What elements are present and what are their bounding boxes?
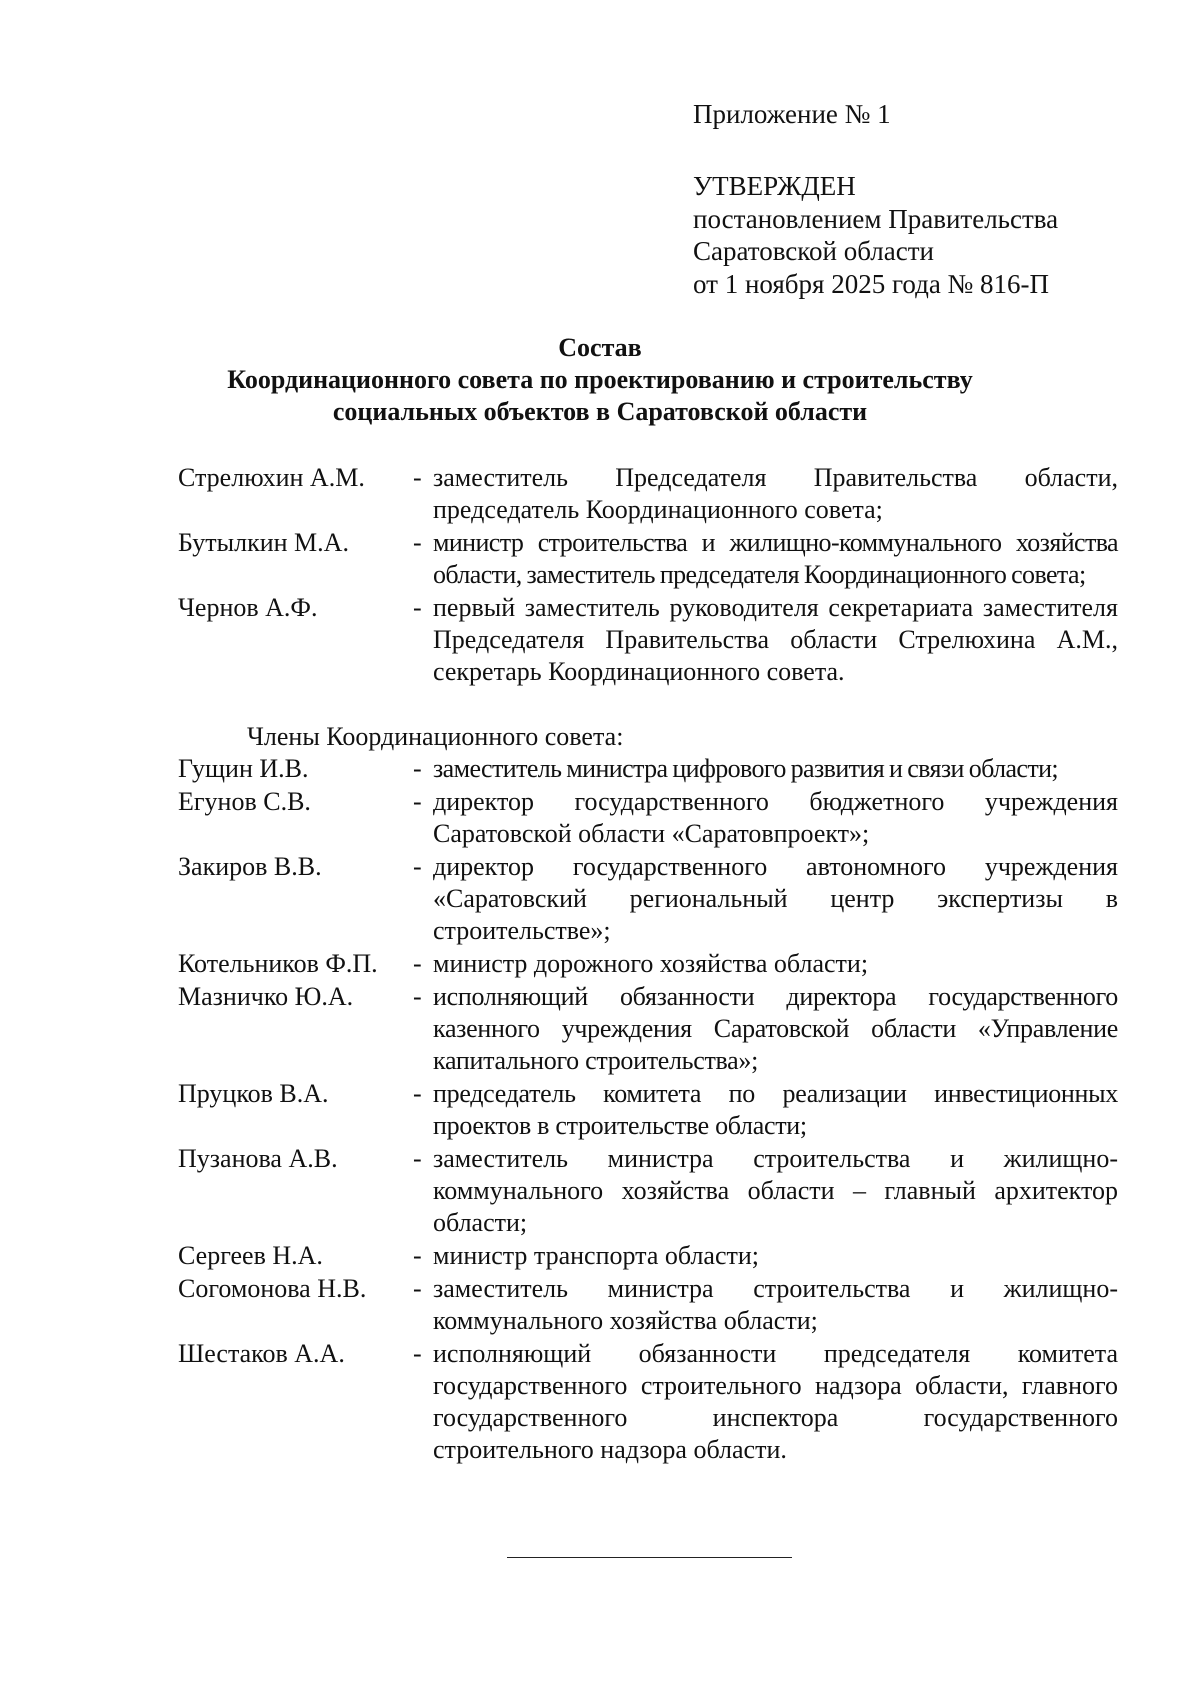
list-item bbox=[178, 981, 1118, 1077]
member-name: Закиров В.В. bbox=[178, 852, 322, 881]
list-item bbox=[178, 1240, 1118, 1272]
list-item bbox=[178, 1143, 1118, 1239]
dash: - bbox=[413, 1144, 422, 1173]
member-name: Сергеев Н.А. bbox=[178, 1241, 323, 1270]
member-role: исполняющий обязанности директора государственного казенного учреждения Саратовской области «Управление капитального строительства»; bbox=[433, 982, 1118, 1075]
list-item bbox=[178, 753, 1118, 785]
member-role: заместитель министра строительства и жилищно-коммунального хозяйства области – главный архитектор области; bbox=[433, 1144, 1118, 1237]
member-name: Чернов А.Ф. bbox=[178, 593, 318, 622]
member-name: Котельников Ф.П. bbox=[178, 949, 378, 978]
member-role: заместитель министра строительства и жилищно-коммунального хозяйства области; bbox=[433, 1274, 1118, 1335]
spacer bbox=[178, 688, 1118, 721]
member-name: Стрелюхин А.М. bbox=[178, 463, 365, 492]
member-role: министр дорожного хозяйства области; bbox=[433, 949, 869, 978]
title-line: Состав bbox=[558, 333, 642, 362]
list-item bbox=[178, 786, 1118, 850]
member-role: заместитель министра цифрового развития и связи области; bbox=[433, 754, 1059, 783]
list-item bbox=[178, 851, 1118, 947]
approval-line: от 1 ноября 2025 года № 816-П bbox=[693, 268, 1050, 299]
member-role: исполняющий обязанности председателя комитета государственного строительного надзора области, главного государственного инспектора государственного строительного надзора области. bbox=[433, 1339, 1118, 1464]
member-name: Мазничко Ю.А. bbox=[178, 982, 354, 1011]
list-item bbox=[178, 592, 1118, 688]
list-item bbox=[178, 462, 1118, 526]
dash: - bbox=[413, 593, 422, 622]
member-name: Пруцков В.А. bbox=[178, 1079, 329, 1108]
list-item bbox=[178, 1273, 1118, 1337]
approval-stamp bbox=[693, 170, 1058, 300]
member-role: председатель комитета по реализации инвестиционных проектов в строительстве области; bbox=[433, 1079, 1118, 1140]
dash: - bbox=[413, 1339, 422, 1368]
approval-line: постановлением Правительства bbox=[693, 203, 1059, 234]
appendix-label: Приложение № 1 bbox=[693, 99, 891, 129]
member-name: Бутылкин М.А. bbox=[178, 528, 349, 557]
list-item bbox=[178, 1078, 1118, 1142]
dash: - bbox=[413, 982, 422, 1011]
member-role: директор государственного автономного учреждения «Саратовский региональный центр экспертизы в строительстве»; bbox=[433, 852, 1118, 945]
dash: - bbox=[413, 1241, 422, 1270]
member-name: Согомонова Н.В. bbox=[178, 1274, 367, 1303]
member-role: директор государственного бюджетного учреждения Саратовской области «Саратовпроект»; bbox=[433, 787, 1118, 848]
document-title bbox=[0, 332, 1200, 428]
approval-line: УТВЕРЖДЕН bbox=[693, 171, 856, 201]
dash: - bbox=[413, 754, 422, 783]
member-name: Пузанова А.В. bbox=[178, 1144, 338, 1173]
title-line: Координационного совета по проектированию и строительству bbox=[227, 365, 973, 394]
member-role: министр транспорта области; bbox=[433, 1241, 760, 1270]
member-role: заместитель Председателя Правительства области, председатель Координационного совета; bbox=[433, 463, 1118, 524]
list-item bbox=[178, 948, 1118, 980]
dash: - bbox=[413, 949, 422, 978]
dash: - bbox=[413, 852, 422, 881]
member-role: первый заместитель руководителя секретариата заместителя Председателя Правительства области Стрелюхина А.М., секретарь Координационного совета. bbox=[433, 593, 1118, 686]
member-name: Егунов С.В. bbox=[178, 787, 311, 816]
footer-rule bbox=[507, 1557, 792, 1558]
list-item bbox=[178, 527, 1118, 591]
council-composition bbox=[178, 462, 1118, 1466]
members-heading: Члены Координационного совета: bbox=[247, 722, 624, 751]
dash: - bbox=[413, 1079, 422, 1108]
dash: - bbox=[413, 1274, 422, 1303]
member-name: Гущин И.В. bbox=[178, 754, 309, 783]
approval-line: Саратовской области bbox=[693, 236, 934, 266]
member-name: Шестаков А.А. bbox=[178, 1339, 345, 1368]
title-line: социальных объектов в Саратовской области bbox=[332, 397, 868, 426]
member-role: министр строительства и жилищно-коммунального хозяйства области, заместитель председателя Координационного совета; bbox=[433, 528, 1118, 589]
dash: - bbox=[413, 787, 422, 816]
list-item bbox=[178, 1338, 1118, 1466]
dash: - bbox=[413, 463, 422, 492]
dash: - bbox=[413, 528, 422, 557]
